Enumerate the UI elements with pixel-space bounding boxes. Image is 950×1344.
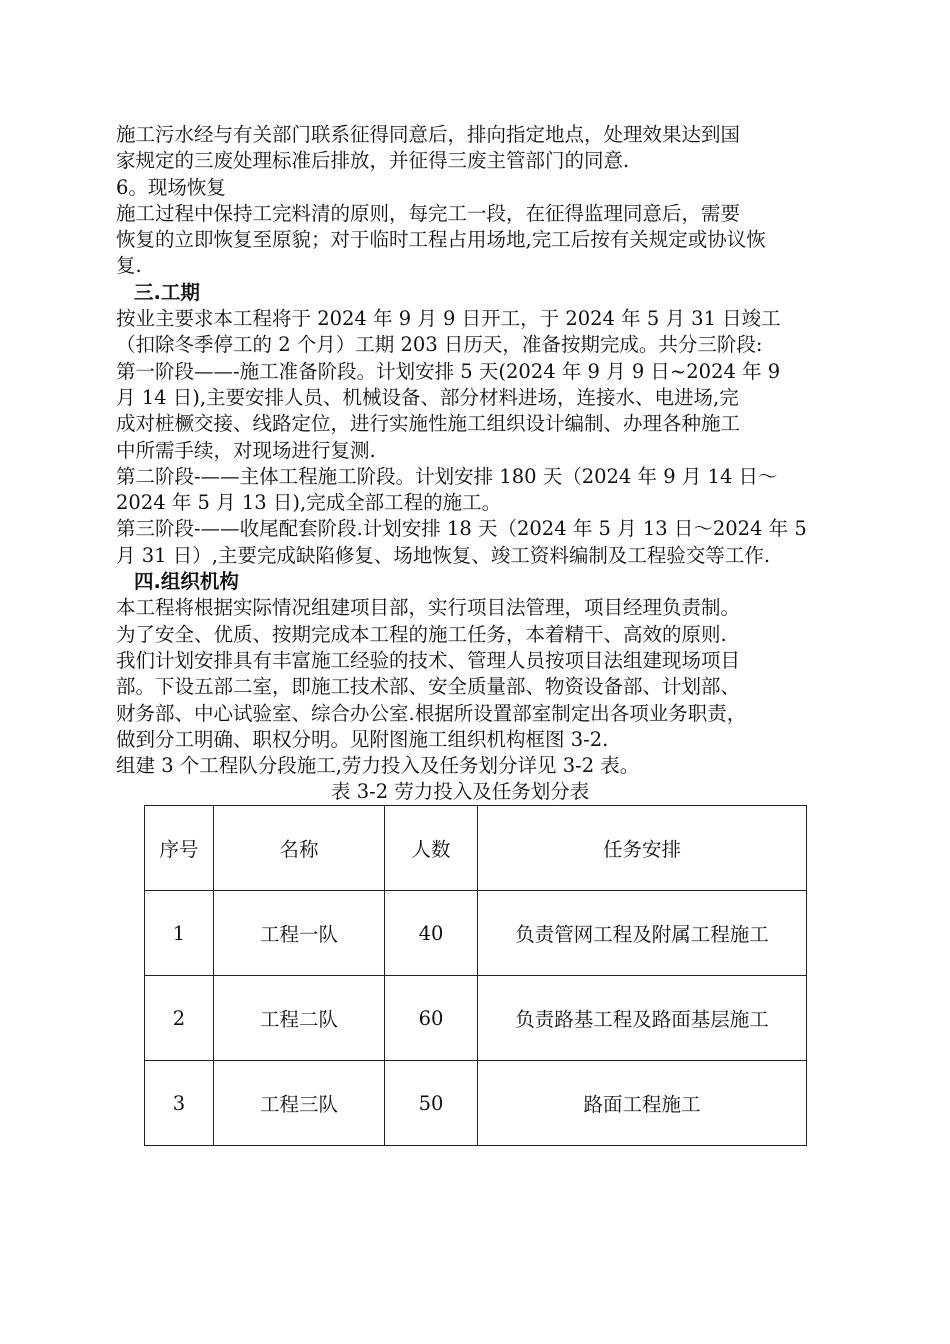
paragraph-line: 月 14 日),主要安排人员、机械设备、部分材料进场，连接水、电进场,完 bbox=[116, 385, 739, 409]
header-cell-task: 任务安排 bbox=[478, 806, 807, 891]
paragraph-line: （扣除冬季停工的 2 个月）工期 203 日历天，准备按期完成。共分三阶段: bbox=[116, 333, 763, 357]
cell-name: 工程二队 bbox=[214, 976, 385, 1061]
paragraph-line: 6。现场恢复 bbox=[116, 175, 226, 199]
paragraph-line: 第二阶段-——主体工程施工阶段。计划安排 180 天（2024 年 9 月 14 日～ bbox=[116, 464, 778, 488]
cell-index: 3 bbox=[145, 1061, 214, 1146]
cell-task: 负责管网工程及附属工程施工 bbox=[478, 891, 807, 976]
paragraph-line: 我们计划安排具有丰富施工经验的技术、管理人员按项目法组建现场项目 bbox=[116, 648, 741, 672]
cell-headcount: 40 bbox=[385, 891, 478, 976]
paragraph-line: 2024 年 5 月 13 日),完成全部工程的施工。 bbox=[116, 491, 502, 515]
cell-index: 1 bbox=[145, 891, 214, 976]
paragraph-line: 恢复的立即恢复至原貌；对于临时工程占用场地,完工后按有关规定或协议恢 bbox=[116, 228, 766, 252]
paragraph-line: 施工过程中保持工完料清的原则，每完工一段，在征得监理同意后，需要 bbox=[116, 201, 741, 225]
cell-name: 工程三队 bbox=[214, 1061, 385, 1146]
paragraph-line: 按业主要求本工程将于 2024 年 9 月 9 日开工，于 2024 年 5 月 31 日竣工 bbox=[116, 307, 781, 331]
table-row bbox=[145, 976, 807, 1061]
header-cell-headcount: 人数 bbox=[385, 806, 478, 891]
header-cell-index: 序号 bbox=[145, 806, 214, 891]
paragraph-line: 财务部、中心试验室、综合办公室.根据所设置部室制定出各项业务职责， bbox=[116, 701, 747, 725]
paragraph-line: 为了安全、优质、按期完成本工程的施工任务，本着精干、高效的原则. bbox=[116, 622, 727, 646]
paragraph-line: 家规定的三废处理标准后排放，并征得三废主管部门的同意. bbox=[116, 149, 630, 173]
paragraph-line: 复. bbox=[116, 254, 142, 278]
cell-headcount: 50 bbox=[385, 1061, 478, 1146]
paragraph-line: 成对桩橛交接、线路定位，进行实施性施工组织设计编制、办理各种施工 bbox=[116, 412, 741, 436]
cell-task: 路面工程施工 bbox=[478, 1061, 807, 1146]
paragraph-line: 月 31 日）,主要完成缺陷修复、场地恢复、竣工资料编制及工程验交等工作. bbox=[116, 543, 771, 567]
cell-index: 2 bbox=[145, 976, 214, 1061]
paragraph-line: 本工程将根据实际情况组建项目部，实行项目法管理，项目经理负责制。 bbox=[116, 596, 741, 620]
paragraph-line: 施工污水经与有关部门联系征得同意后，排向指定地点，处理效果达到国 bbox=[116, 123, 741, 146]
paragraph-line: 第三阶段-——收尾配套阶段.计划安排 18 天（2024 年 5 月 13 日～2024 年 5 bbox=[116, 517, 807, 541]
header-cell-name: 名称 bbox=[214, 806, 385, 891]
labor-allocation-table bbox=[144, 805, 807, 1146]
document-body bbox=[116, 122, 846, 806]
paragraph-line: 做到分工明确、职权分明。见附图施工组织机构框图 3-2. bbox=[116, 727, 609, 751]
section-heading: 四.组织机构 bbox=[134, 570, 239, 594]
table-header-row bbox=[145, 806, 807, 891]
cell-task: 负责路基工程及路面基层施工 bbox=[478, 976, 807, 1061]
table-row bbox=[145, 1061, 807, 1146]
section-heading: 三.工期 bbox=[134, 280, 200, 304]
cell-headcount: 60 bbox=[385, 976, 478, 1061]
paragraph-line: 部。下设五部二室，即施工技术部、安全质量部、物资设备部、计划部、 bbox=[116, 675, 741, 699]
paragraph-line: 组建 3 个工程队分段施工,劳力投入及任务划分详见 3-2 表。 bbox=[116, 754, 640, 778]
paragraph-line: 第一阶段——-施工准备阶段。计划安排 5 天(2024 年 9 月 9 日~2024 年 9 bbox=[116, 359, 781, 383]
table-caption: 表 3-2 劳力投入及任务划分表 bbox=[331, 780, 590, 804]
cell-name: 工程一队 bbox=[214, 891, 385, 976]
paragraph-line: 中所需手续，对现场进行复测. bbox=[116, 438, 376, 462]
table-row bbox=[145, 891, 807, 976]
